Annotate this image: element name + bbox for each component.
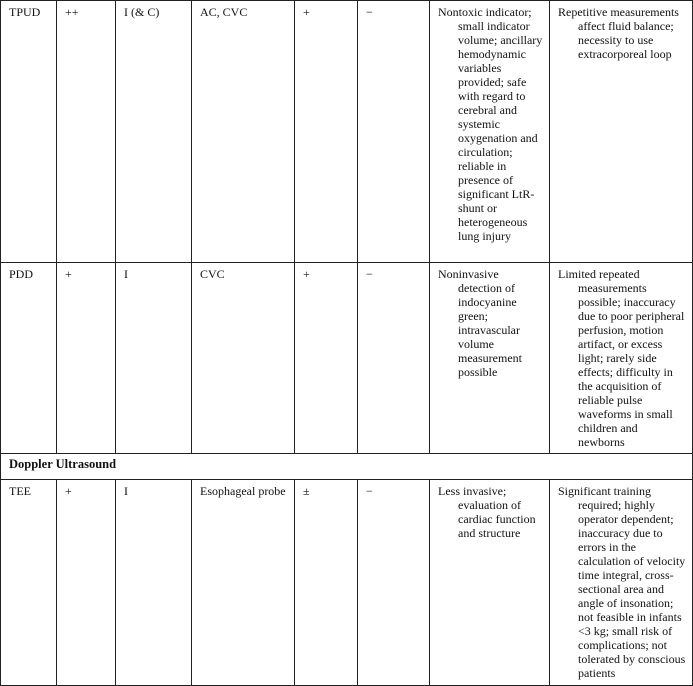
col5-cell: +	[295, 263, 358, 454]
col6-cell: −	[358, 263, 430, 454]
col5-cell: +	[295, 1, 358, 263]
limitations-cell: Repetitive measurements affect fluid balance; necessity to use extracorporeal loop	[550, 1, 693, 263]
method-cell: PDD	[1, 263, 57, 454]
accuracy-cell: +	[57, 263, 116, 454]
advantages-cell: Less invasive; evaluation of cardiac function and structure	[430, 480, 550, 686]
advantages-cell: Nontoxic indicator; small indicator volume; ancillary hemodynamic variables provided; safe with regard to cerebral and systemic oxygenation and circulation; reliable in presence of significant LtR-shunt or heterogeneous lung injury	[430, 1, 550, 263]
advantages-cell: Noninvasive detection of indocyanine green; intravascular volume measurement possible	[430, 263, 550, 454]
accuracy-cell: ++	[57, 1, 116, 263]
table-row	[1, 263, 693, 454]
table-row	[1, 1, 693, 263]
col5-cell: ±	[295, 480, 358, 686]
mode-cell: I	[116, 480, 192, 686]
table-row	[1, 480, 693, 686]
col6-cell: −	[358, 480, 430, 686]
access-cell: CVC	[192, 263, 295, 454]
col6-cell: −	[358, 1, 430, 263]
mode-cell: I	[116, 263, 192, 454]
section-title: Doppler Ultrasound	[1, 454, 693, 480]
method-cell: TPUD	[1, 1, 57, 263]
method-cell: TEE	[1, 480, 57, 686]
limitations-cell: Limited repeated measurements possible; inaccuracy due to poor peripheral perfusion, motion artifact, or excess light; rarely side effects; difficulty in the acquisition of reliable pulse waveforms in small children and newborns	[550, 263, 693, 454]
accuracy-cell: +	[57, 480, 116, 686]
access-cell: Esophageal probe	[192, 480, 295, 686]
mode-cell: I (& C)	[116, 1, 192, 263]
section-header-row	[1, 454, 693, 480]
access-cell: AC, CVC	[192, 1, 295, 263]
limitations-cell: Significant training required; highly operator dependent; inaccuracy due to errors in the calculation of velocity time integral, cross-sectional area and angle of insonation; not feasible in infants <3 kg; small risk of complications; not tolerated by conscious patients	[550, 480, 693, 686]
